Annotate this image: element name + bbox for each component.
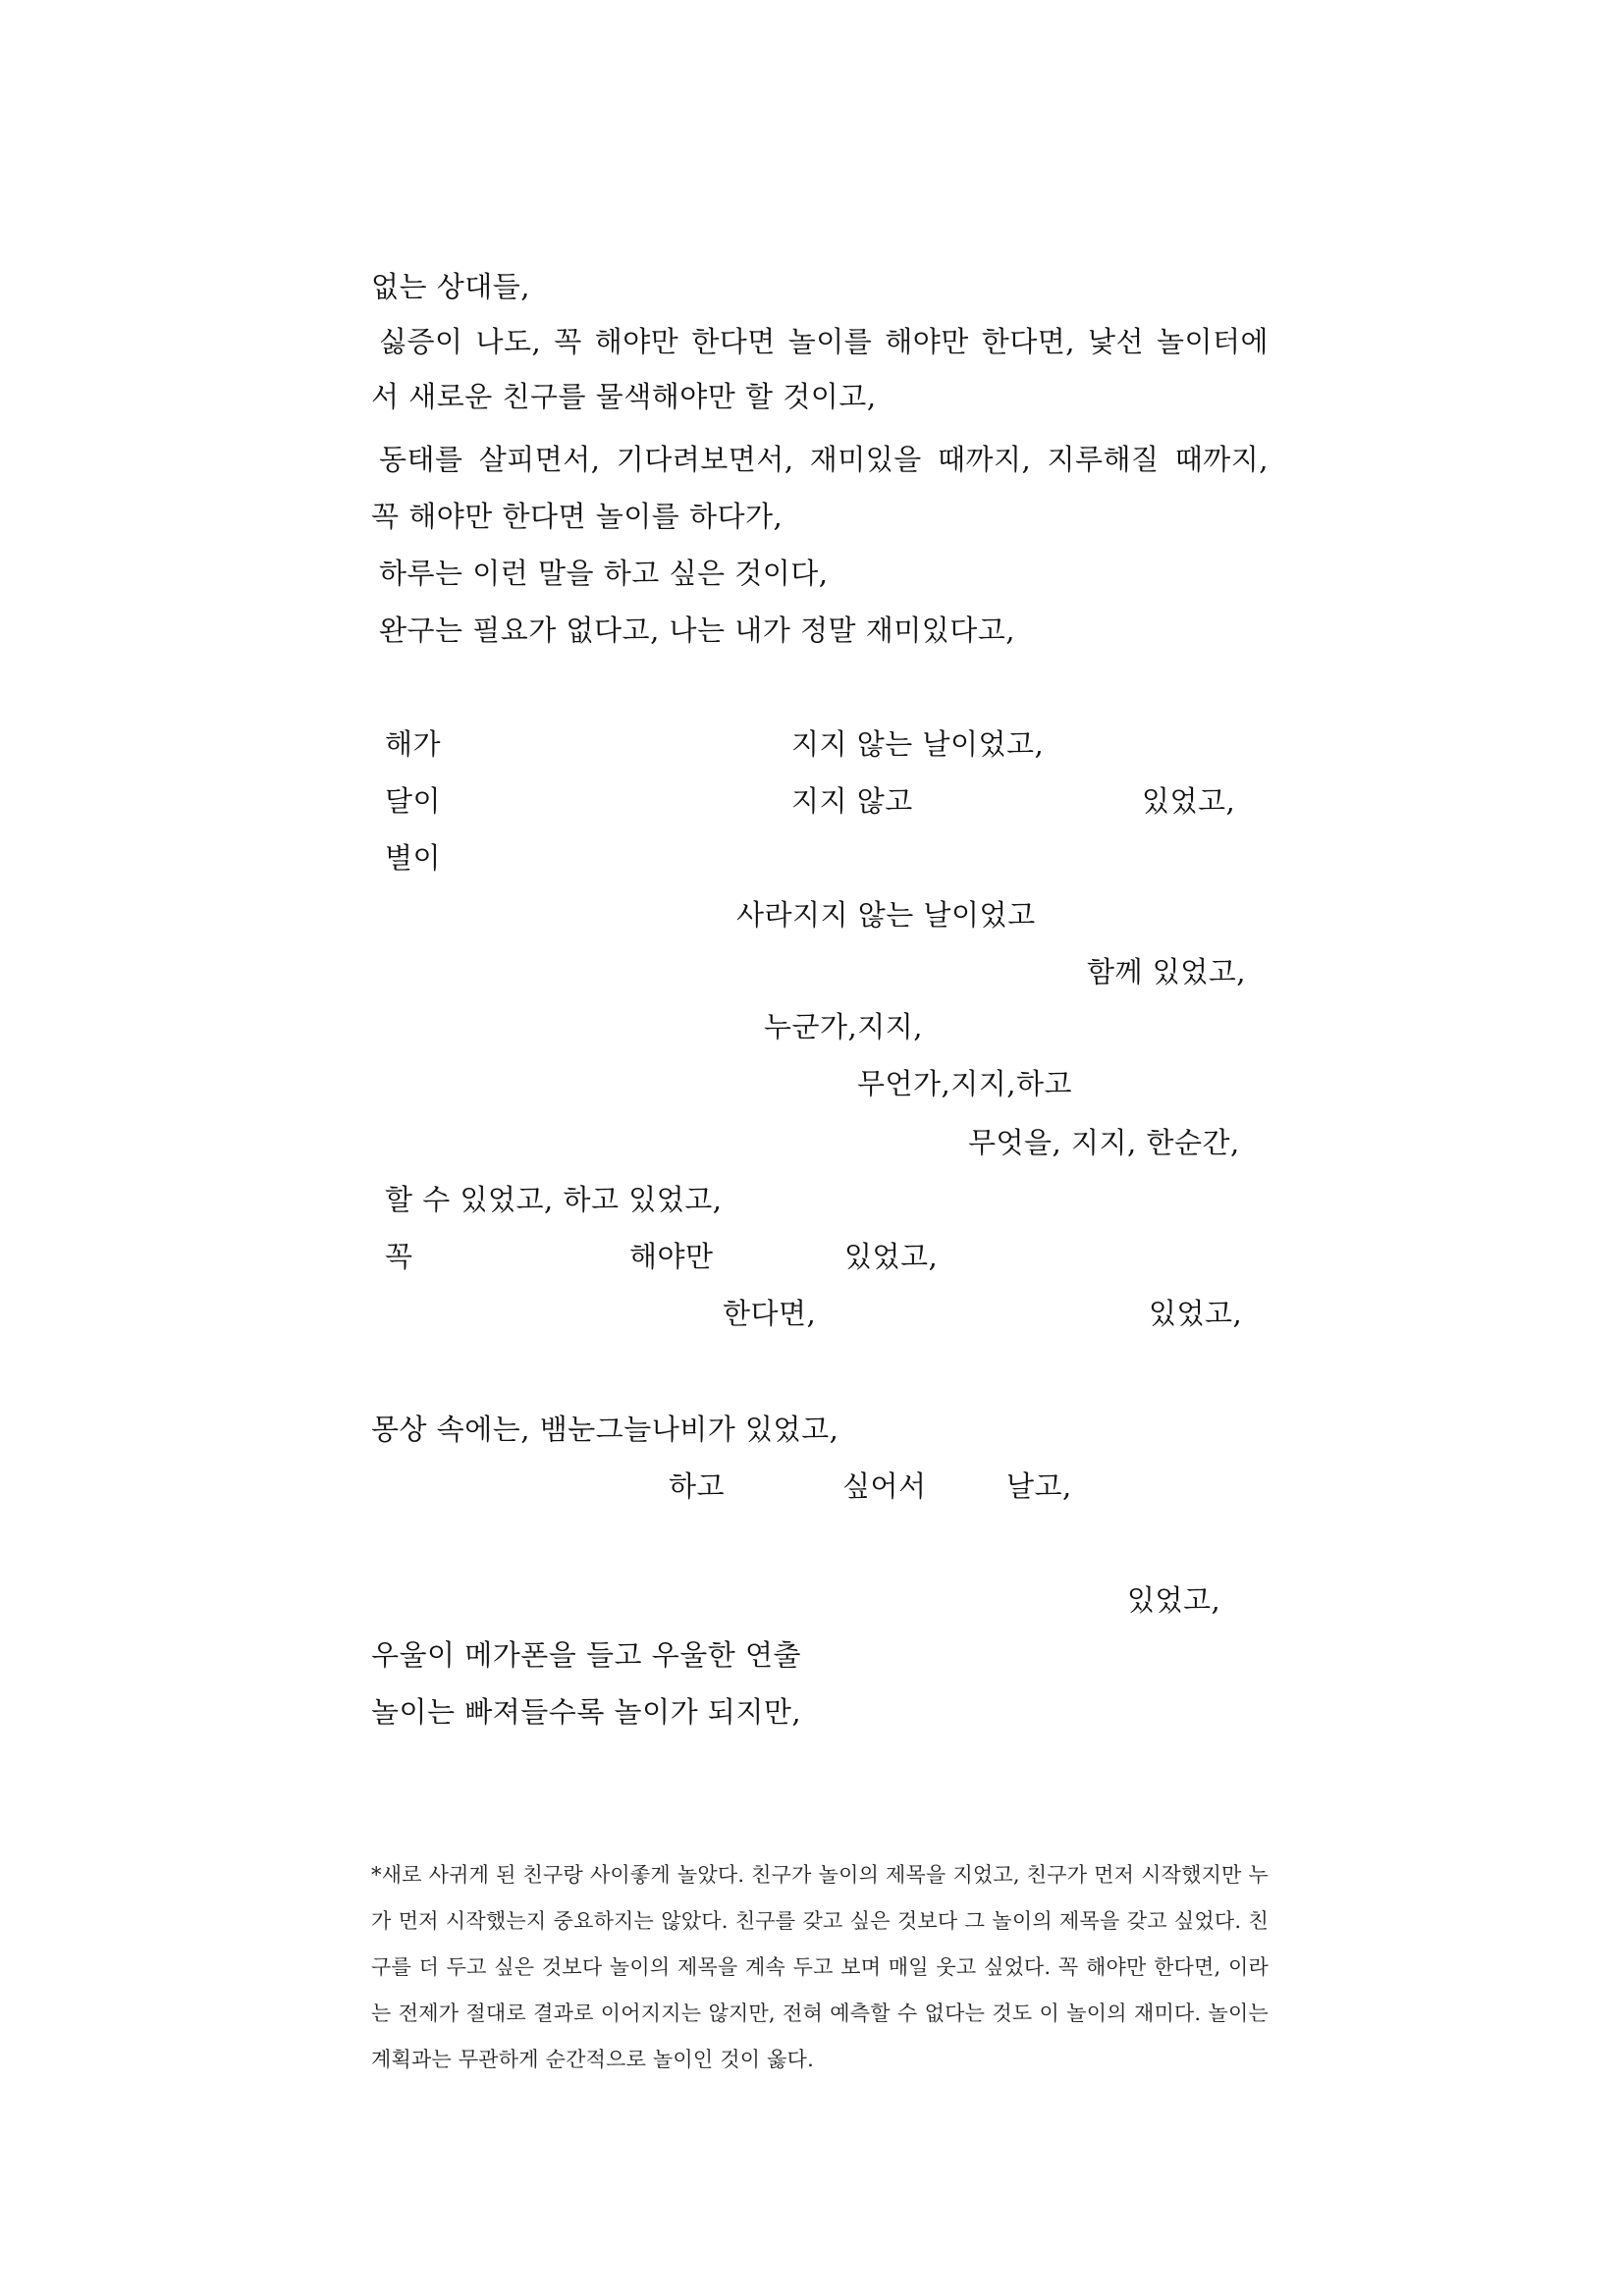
poem-line: 서 새로운 친구를 물색해야만 할 것이고, <box>371 380 877 413</box>
poem-fragment: 할 수 있었고, 하고 있었고, <box>385 1183 723 1216</box>
poem-fragment: 있었고, <box>1149 1297 1243 1330</box>
poem-fragment: 한다면, <box>723 1297 817 1330</box>
poem-line: 꼭 해야만 한다면 놀이를 하다가, <box>371 500 784 533</box>
poem-fragment: 지지 않는 날이었고, <box>791 727 1045 761</box>
poem-line: 놀이는 빠져들수록 놀이가 되지만, <box>371 1695 802 1729</box>
poem-line: 몽상 속에는, 뱀눈그늘나비가 있었고, <box>371 1413 839 1446</box>
poem-line: 우울이 메가폰을 들고 우울한 연출 <box>371 1638 802 1672</box>
poem-fragment: 있었고, <box>844 1240 939 1273</box>
poem-line: 동태를 살피면서, 기다려보면서, 재미있을 때까지, 지루해질 때까지, <box>379 443 1269 476</box>
poem-line: 하루는 이런 말을 하고 싶은 것이다, <box>379 557 829 590</box>
poem-fragment: 지지 않고 <box>791 784 913 818</box>
poem-fragment: 달이 <box>385 784 442 818</box>
poem-line: 완구는 필요가 없다고, 나는 내가 정말 재미있다고, <box>379 614 1016 647</box>
poem-fragment: 하고 <box>669 1469 726 1503</box>
poem-fragment: 해가 <box>385 727 442 761</box>
footnote: *새로 사귀게 된 친구랑 사이좋게 놀았다. 친구가 놀이의 제목을 지었고, 친구가 먼저 시작했지만 누가 먼저 시작했는지 중요하지는 않았다. 친구를 갖고 싶은 것보다 그 놀이의 제목을 갖고 싶었다. 친구를 더 두고 싶은 것보다 놀이의 제목을 계속 두고 보며 매일 웃고 싶었다. 꼭 해야만 한다면, 이라는 전제가 절대로 결과로 이어지지는 않지만, 전혀 예측할 수 없다는 것도 이 놀이의 재미다. 놀이는 계획과는 무관하게 순간적으로 놀이인 것이 옳다. <box>371 1863 1269 2071</box>
poem-line: 싫증이 나도, 꼭 해야만 한다면 놀이를 해야만 한다면, 낯선 놀이터에 <box>379 325 1269 358</box>
poem-fragment: 싶어서 <box>842 1469 927 1503</box>
poem-fragment: 있었고, <box>1142 784 1236 818</box>
poem-fragment: 날고, <box>1006 1469 1072 1503</box>
poem-fragment: 꼭 <box>385 1240 413 1273</box>
poem-fragment: 있었고, <box>1127 1583 1221 1617</box>
poem-fragment: 누군가,지지, <box>764 1010 924 1043</box>
poem-fragment: 해야만 <box>629 1240 714 1273</box>
poem-line: 없는 상대들, <box>371 270 531 303</box>
poem-fragment: 함께 있었고, <box>1087 955 1247 988</box>
poem-fragment: 무엇을, 지지, 한순간, <box>968 1126 1240 1159</box>
poem-fragment: 별이 <box>385 841 442 875</box>
poem-fragment: 사라지지 않는 날이었고 <box>736 898 1036 932</box>
poem-fragment: 무언가,지지,하고 <box>857 1067 1073 1100</box>
